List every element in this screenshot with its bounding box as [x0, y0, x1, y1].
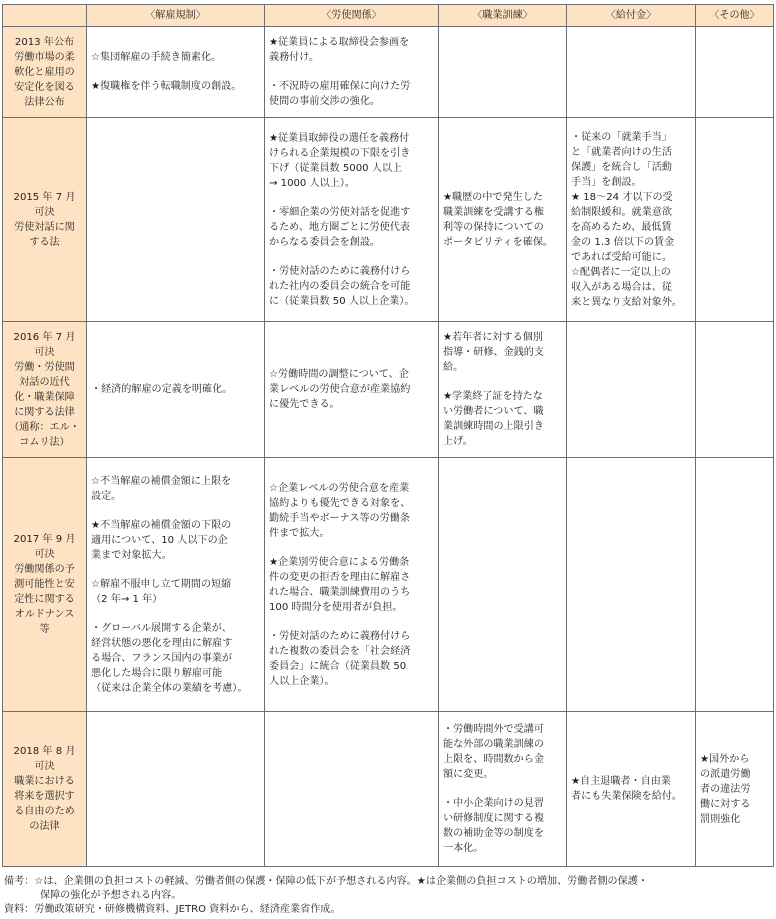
measure-item: ★復職権を伴う転職制度の創設。 — [91, 81, 242, 92]
note-line-1: 備考：☆は、企業側の負担コストの軽減、労働者側の保護・保障の低下が予想される内容。★は企業側の負担コストの増加、労働者側の保護・ — [4, 876, 648, 887]
cell-vocational-training — [439, 27, 567, 118]
measure-item: ☆解雇不服申し立て期間の短縮 （2 年→ 1 年） — [91, 578, 232, 605]
law-text: 2016 年 7 月 可決 労働・労使間 対話の近代 化・職業保障 に関する法律 （通称：エル・ コムリ法） — [9, 331, 80, 448]
law-cell — [3, 712, 87, 867]
header-labor-relations: 〈労使関係〉 — [265, 5, 439, 27]
cell-benefits — [567, 712, 696, 867]
cell-labor-relations — [265, 27, 439, 118]
cell-vocational-training — [439, 118, 567, 322]
source-line: 資料：労働政策研究・研修機構資料、JETRO 資料から、経済産業省作成。 — [4, 904, 341, 915]
measure-item: ★国外から の派遣労働 者の違法労 働に対する 罰則強化 — [700, 753, 751, 825]
cell-dismissal — [87, 322, 265, 458]
cell-labor-relations — [265, 712, 439, 867]
law-text: 2018 年 8 月 可決 職業における 将来を選択す る自由のため の法律 — [13, 746, 76, 832]
table-row — [3, 322, 774, 458]
table-row — [3, 458, 774, 712]
cell-labor-relations — [265, 322, 439, 458]
law-cell — [3, 322, 87, 458]
cell-labor-relations — [265, 118, 439, 322]
cell-other — [696, 458, 774, 712]
measure-item: ・不況時の雇用確保に向けた労 使間の事前交渉の強化。 — [269, 81, 411, 107]
header-corner — [3, 5, 87, 27]
law-cell — [3, 118, 87, 322]
table-row — [3, 27, 774, 118]
cell-labor-relations — [265, 458, 439, 712]
cell-vocational-training — [439, 458, 567, 712]
law-text: 2013 年公布 労働市場の柔 軟化と雇用の 安定化を図る 法律公布 — [14, 36, 75, 108]
cell-dismissal — [87, 118, 265, 322]
cell-other — [696, 118, 774, 322]
cell-vocational-training — [439, 322, 567, 458]
cell-benefits — [567, 27, 696, 118]
header-vocational-training: 〈職業訓練〉 — [439, 5, 567, 27]
cell-vocational-training — [439, 712, 567, 867]
cell-dismissal — [87, 27, 265, 118]
cell-benefits — [567, 458, 696, 712]
measure-item: ★従業員取締役の選任を義務付 けられる企業規模の下限を引き 下げ（従業員数 5000 人以上 → 1000 人以上）。 — [269, 132, 411, 189]
reform-table — [2, 4, 774, 867]
measure-item: ・労使対話のために義務付けら れた複数の委員会を「社会経済 委員会」に統合（従業員数 50 人以上企業）。 — [269, 630, 411, 687]
table-row — [3, 712, 774, 867]
cell-other — [696, 712, 774, 867]
measure-item: ★学業終了証を持たな い労働者について、職 業訓練時間の上限引き 上げ。 — [443, 391, 544, 447]
law-cell — [3, 458, 87, 712]
header-dismissal: 〈解雇規制〉 — [87, 5, 265, 27]
cell-dismissal — [87, 458, 265, 712]
law-cell — [3, 27, 87, 118]
measure-item: ★不当解雇の補償金額の下限の 適用について、10 人以下の企 業まで対象拡大。 — [91, 519, 232, 561]
cell-other — [696, 322, 774, 458]
measure-item: ☆労働時間の調整について、企 業レベルの労使合意が産業協約 に優先できる。 — [269, 369, 411, 410]
header-other: 〈その他〉 — [696, 5, 774, 27]
table-body — [3, 27, 774, 867]
measure-item: ・労働時間外で受講可 能な外部の職業訓練の 上限を、時間数から金 額に変更。 — [443, 724, 544, 780]
note-line-2: 保障の強化が予想される内容。 — [40, 890, 182, 901]
header-row — [3, 5, 774, 27]
measure-item: ★自主退職者・自由業 者にも失業保険を給付。 — [571, 776, 683, 802]
cell-benefits — [567, 118, 696, 322]
law-text: 2017 年 9 月 可決 労働関係の予 測可能性と安 定性に関する オルドナンス 等 — [13, 534, 76, 635]
header-benefits: 〈給付金〉 — [567, 5, 696, 27]
measure-item: ☆集団解雇の手続き簡素化。 — [91, 52, 222, 63]
table-row — [3, 118, 774, 322]
cell-benefits — [567, 322, 696, 458]
cell-dismissal — [87, 712, 265, 867]
measure-item: ☆不当解雇の補償金額に上限を 設定。 — [91, 475, 232, 502]
measure-item: ・グローバル展開する企業が、 経営状態の悪化を理由に解雇す る場合、フランス国内の事業が 悪化した場合に限り解雇可能 （従来は企業全体の業績を考慮）。 — [91, 622, 248, 694]
measure-item: ★職歴の中で発生した 職業訓練を受講する権 利等の保持についての ポータビリティを確保。 — [443, 191, 554, 248]
cell-other — [696, 27, 774, 118]
measure-item: ★若年者に対する個別 指導・研修、金銭的支給。 — [443, 332, 544, 373]
measure-item: ★従業員による取締役会参画を 義務付け。 — [269, 37, 410, 63]
measure-item: ★企業別労使合意による労働条 件の変更の拒否を理由に解雇さ れた場合、職業訓練費用のうち 100 時間分を使用者が負担。 — [269, 556, 411, 613]
measure-item: ・零細企業の労使対話を促進す るため、地方圏ごとに労使代表 からなる委員会を創設。 — [269, 206, 411, 248]
measure-item: ・中小企業向けの見習 い研修制度に関する複 数の補助金等の制度を 一本化。 — [443, 798, 544, 854]
law-text: 2015 年 7 月 可決 労使対話に関 する法 — [13, 191, 76, 248]
measure-item: ・経済的解雇の定義を明確化。 — [91, 384, 233, 395]
measure-item: ☆企業レベルの労使合意を産業 協約よりも優先できる対象を、 勤続手当やボーナス等の労働条 件まで拡大。 — [269, 482, 411, 539]
measure-item: ・従来の「就業手当」 と「就業者向けの生活 保護」を統合し「活動 手当」を創設。 ★ 18～24 才以下の受 給制限緩和。就業意欲 を高めるため、最低賃 金の 1.3 倍以下の賃金 であれば受給可能に。 ☆配偶者に一定以上の 収入がある場合は、従 来と異なり支給対象外。 — [571, 131, 683, 308]
measure-item: ・労使対話のために義務付けら れた社内の委員会の統合を可能 に（従業員数 50 人以上企業）。 — [269, 265, 415, 307]
